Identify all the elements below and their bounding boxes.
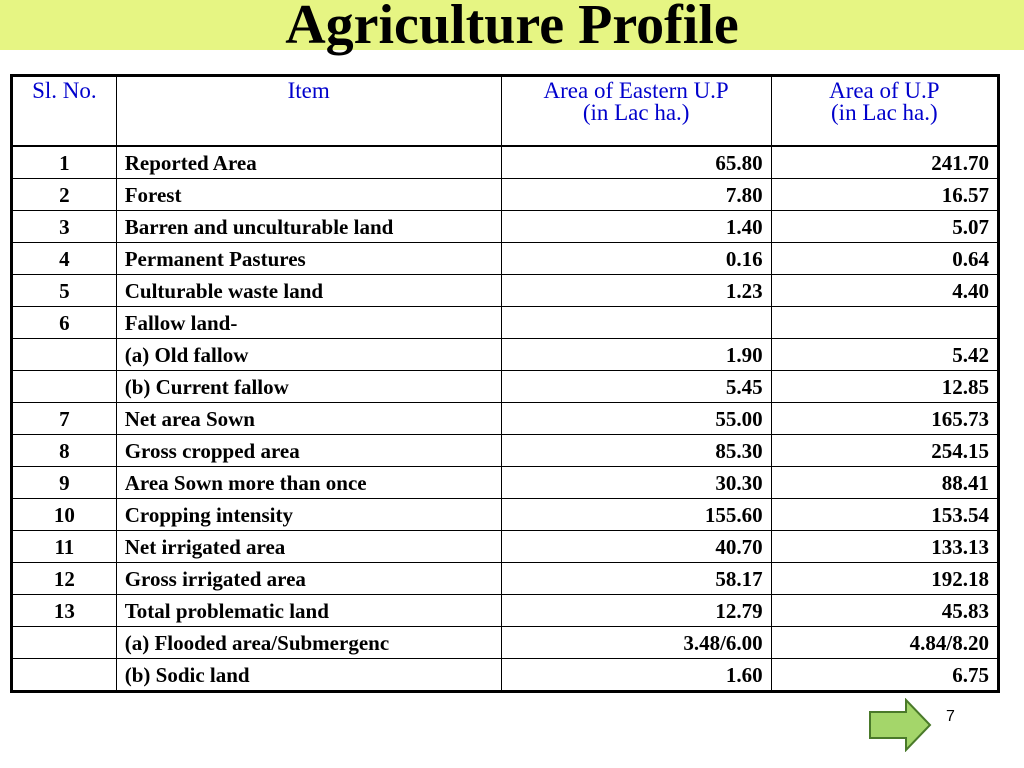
table-row (12, 563, 999, 595)
header-up-area-unit: (in Lac ha.) (831, 100, 938, 125)
row-eastern-area: 155.60 (501, 499, 771, 531)
row-sl-no (12, 339, 117, 371)
row-up-area: 165.73 (771, 403, 998, 435)
row-eastern-area: 7.80 (501, 179, 771, 211)
table-row (12, 435, 999, 467)
agriculture-table (10, 74, 1000, 693)
row-sl-no (12, 627, 117, 659)
row-item: (b) Sodic land (116, 659, 501, 692)
row-sl-no: 12 (12, 563, 117, 595)
row-up-area: 88.41 (771, 467, 998, 499)
table-row (12, 499, 999, 531)
row-sl-no (12, 659, 117, 692)
row-item: Gross cropped area (116, 435, 501, 467)
row-eastern-area (501, 307, 771, 339)
row-eastern-area: 85.30 (501, 435, 771, 467)
row-eastern-area: 1.90 (501, 339, 771, 371)
table-row (12, 339, 999, 371)
row-item: (a) Flooded area/Submergenc (116, 627, 501, 659)
row-up-area: 192.18 (771, 563, 998, 595)
table-row (12, 211, 999, 243)
row-item: Culturable waste land (116, 275, 501, 307)
table-row (12, 403, 999, 435)
table-row (12, 179, 999, 211)
row-up-area: 12.85 (771, 371, 998, 403)
row-eastern-area: 55.00 (501, 403, 771, 435)
table-row (12, 659, 999, 692)
row-up-area: 16.57 (771, 179, 998, 211)
row-up-area: 153.54 (771, 499, 998, 531)
row-sl-no: 8 (12, 435, 117, 467)
table-row (12, 371, 999, 403)
row-eastern-area: 40.70 (501, 531, 771, 563)
row-eastern-area: 65.80 (501, 146, 771, 179)
table-row (12, 467, 999, 499)
row-sl-no: 3 (12, 211, 117, 243)
row-sl-no: 4 (12, 243, 117, 275)
row-eastern-area: 30.30 (501, 467, 771, 499)
row-eastern-area: 1.40 (501, 211, 771, 243)
row-item: Net irrigated area (116, 531, 501, 563)
next-arrow-icon[interactable] (868, 698, 932, 752)
row-eastern-area: 1.60 (501, 659, 771, 692)
header-item: Item (116, 76, 501, 147)
table-row (12, 243, 999, 275)
row-up-area: 254.15 (771, 435, 998, 467)
row-eastern-area: 3.48/6.00 (501, 627, 771, 659)
row-sl-no: 2 (12, 179, 117, 211)
row-up-area (771, 307, 998, 339)
row-sl-no: 5 (12, 275, 117, 307)
row-up-area: 6.75 (771, 659, 998, 692)
row-up-area: 0.64 (771, 243, 998, 275)
header-up-area-title: Area of U.P (829, 78, 940, 103)
row-item: Gross irrigated area (116, 563, 501, 595)
row-up-area: 133.13 (771, 531, 998, 563)
table-row (12, 595, 999, 627)
row-item: Total problematic land (116, 595, 501, 627)
row-up-area: 4.40 (771, 275, 998, 307)
row-up-area: 45.83 (771, 595, 998, 627)
row-sl-no: 11 (12, 531, 117, 563)
row-item: Cropping intensity (116, 499, 501, 531)
row-item: Permanent Pastures (116, 243, 501, 275)
table-row (12, 531, 999, 563)
row-up-area: 5.42 (771, 339, 998, 371)
row-sl-no: 9 (12, 467, 117, 499)
page-number: 7 (946, 708, 955, 725)
page-title: Agriculture Profile (285, 0, 739, 56)
row-item: Fallow land- (116, 307, 501, 339)
table-row (12, 146, 999, 179)
row-up-area: 241.70 (771, 146, 998, 179)
row-item: Barren and unculturable land (116, 211, 501, 243)
row-up-area: 5.07 (771, 211, 998, 243)
table-row (12, 627, 999, 659)
row-item: Forest (116, 179, 501, 211)
row-sl-no: 1 (12, 146, 117, 179)
row-item: Reported Area (116, 146, 501, 179)
header-eastern-area (501, 76, 771, 147)
row-sl-no: 6 (12, 307, 117, 339)
row-up-area: 4.84/8.20 (771, 627, 998, 659)
header-sl-no: Sl. No. (12, 76, 117, 147)
row-item: Net area Sown (116, 403, 501, 435)
row-eastern-area: 5.45 (501, 371, 771, 403)
row-item: (a) Old fallow (116, 339, 501, 371)
table-header-row (12, 76, 999, 147)
table-row (12, 275, 999, 307)
row-sl-no: 7 (12, 403, 117, 435)
row-item: (b) Current fallow (116, 371, 501, 403)
row-eastern-area: 58.17 (501, 563, 771, 595)
row-sl-no (12, 371, 117, 403)
row-eastern-area: 1.23 (501, 275, 771, 307)
row-sl-no: 10 (12, 499, 117, 531)
row-eastern-area: 0.16 (501, 243, 771, 275)
header-eastern-area-title: Area of Eastern U.P (543, 78, 729, 103)
header-eastern-area-unit: (in Lac ha.) (582, 100, 690, 125)
table-row (12, 307, 999, 339)
row-sl-no: 13 (12, 595, 117, 627)
row-item: Area Sown more than once (116, 467, 501, 499)
row-eastern-area: 12.79 (501, 595, 771, 627)
header-up-area (771, 76, 998, 147)
